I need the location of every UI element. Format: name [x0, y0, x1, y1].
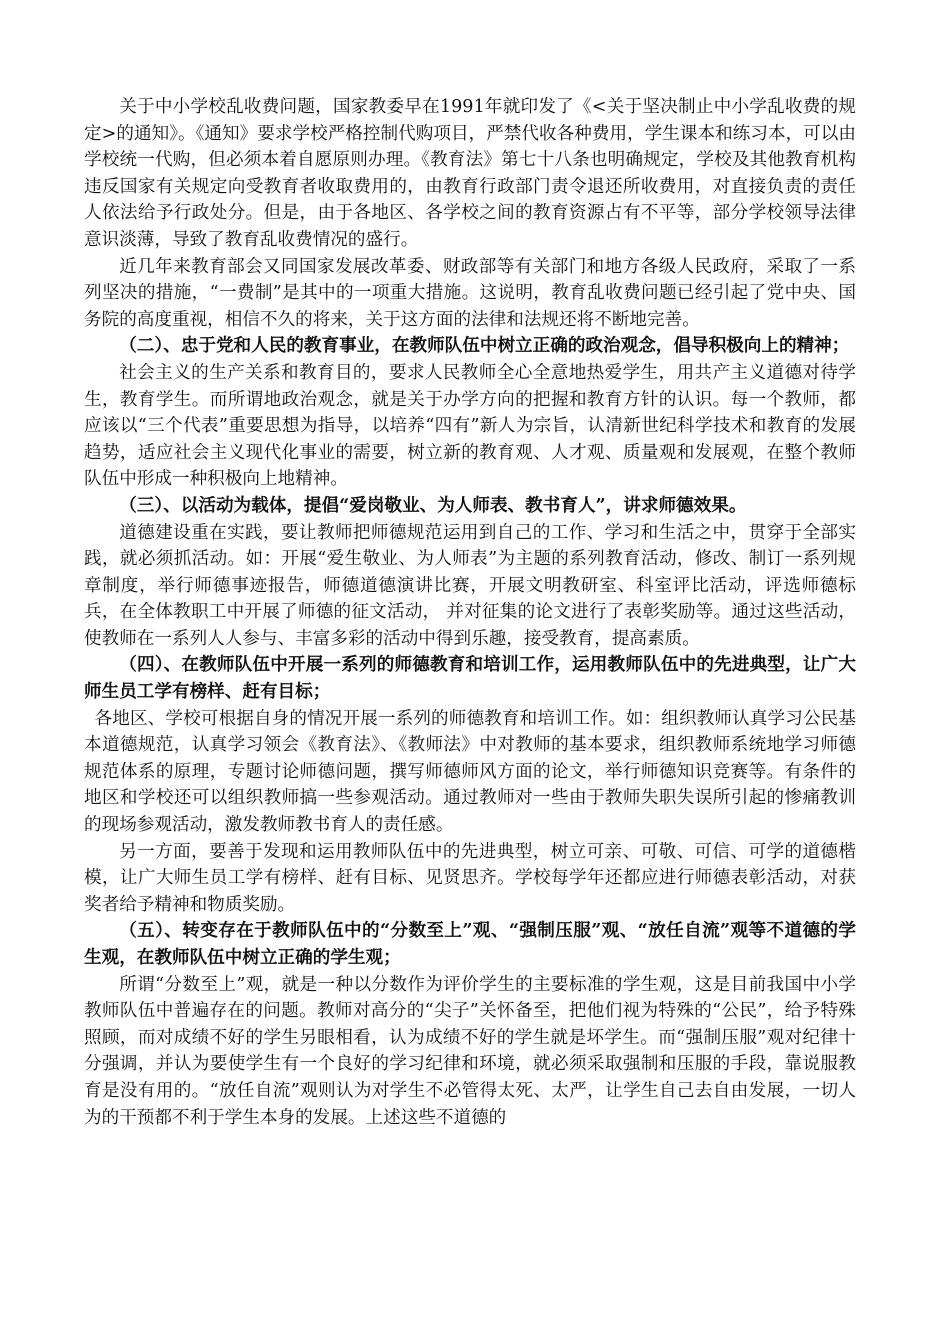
paragraph-activities: 道德建设重在实践，要让教师把师德规范运用到自己的工作、学习和生活之中，贯穿于全部实践，就必须抓活动。如：开展“爱生敬业、为人师表”为主题的系列教育活动，修改、制订一系列规章制度，举行师德事迹报告，师德道德演讲比赛，开展文明教研室、科室评比活动，评选师德标兵，在全体教职工中开展了师德的征文活动， 并对征集的论文进行了表彰奖励等。通过这些活动，使教师在一系列人人参与、丰富多彩的活动中得到乐趣，接受教育，提高素质。	[84, 522, 856, 649]
paragraph-student-views: 所谓“分数至上”观，就是一种以分数作为评价学生的主要标准的学生观，这是目前我国中小学教师队伍中普遍存在的问题。教师对高分的“尖子”关怀备至，把他们视为特殊的“公民”，给予特殊照顾，而对成绩不好的学生另眼相看，认为成绩不好的学生就是坏学生。而“强制压服”观对纪律十分强调，并认为要使学生有一个良好的学习纪律和环境，就必须采取强制和压服的手段，靠说服教育是没有用的。“放任自流”观则认为对学生不必管得太死、太严，让学生自己去自由发展，一切人为的干预都不利于学生本身的发展。上述这些不道德的	[84, 974, 856, 1128]
paragraph-one-fee-system: 近几年来教育部会又同国家发展改革委、财政部等有关部门和地方各级人民政府，采取了一系列坚决的措施，“一费制”是其中的一项重大措施。这说明，教育乱收费问题已经引起了党中央、国务院的高度重视，相信不久的将来，关于这方面的法律和法规还将不断地完善。	[84, 256, 856, 330]
paragraph-fee-regulations: 关于中小学校乱收费问题，国家教委早在1991年就印发了《<关于坚决制止中小学乱收费的规定>的通知》。《通知》要求学校严格控制代购项目，严禁代收各种费用，学生课本和练习本，可以由学校统一代购，但必须本着自愿原则办理。《教育法》第七十八条也明确规定，学校及其他教育机构违反国家有关规定向受教育者收取费用的，由教育行政部门责令退还所收费用，对直接负责的责任人依法给予行政处分。但是，由于各地区、各学校之间的教育资源占有不平等，部分学校领导法律意识淡薄，导致了教育乱收费情况的盛行。	[84, 97, 856, 250]
section-heading-4: （四）、在教师队伍中开展一系列的师德教育和培训工作，运用教师队伍中的先进典型，让广大师生员工学有榜样、赶有目标；	[84, 654, 856, 703]
paragraph-training: 各地区、学校可根据自身的情况开展一系列的师德教育和培训工作。如：组织教师认真学习公民基本道德规范，认真学习领会《教育法》、《教师法》中对教师的基本要求，组织教师系统地学习师德规范体系的原理，专题讨论师德问题，撰写师德师风方面的论文，举行师德知识竞赛等。有条件的地区和学校还可以组织教师搞一些参观活动。通过教师对一些由于教师失职失误所引起的惨痛教训的现场参观活动，激发教师教书育人的责任感。	[84, 708, 856, 836]
paragraph-political-concept: 社会主义的生产关系和教育目的，要求人民教师全心全意地热爱学生，用共产主义道德对待学生，教育学生。而所谓地政治观念，就是关于办学方向的把握和教育方针的认识。每一个教师，都应该以“三个代表”重要思想为指导，以培养“四有”新人为宗旨，认清新世纪科学技术和教育的发展趋势，适应社会主义现代化事业的需要，树立新的教育观、人才观、质量观和发展观，在整个教师队伍中形成一种积极向上地精神。	[84, 362, 856, 490]
paragraph-role-models: 另一方面，要善于发现和运用教师队伍中的先进典型，树立可亲、可敬、可信、可学的道德楷模，让广大师生员工学有榜样、赶有目标、见贤思齐。学校每学年还都应进行师德表彰活动，对获奖者给予精神和物质奖励。	[84, 841, 856, 915]
section-heading-3: （三）、以活动为载体，提倡“爱岗敬业、为人师表、教书育人”，讲求师德效果。	[119, 494, 747, 516]
document-body	[84, 94, 856, 1131]
section-heading-5: （五）、转变存在于教师队伍中的“分数至上”观、“强制压服”观、“放任自流”观等不道德的学生观，在教师队伍中树立正确的学生观；	[84, 920, 856, 968]
section-heading-2: （二）、忠于党和人民的教育事业，在教师队伍中树立正确的政治观念，倡导积极向上的精神；	[119, 335, 850, 357]
